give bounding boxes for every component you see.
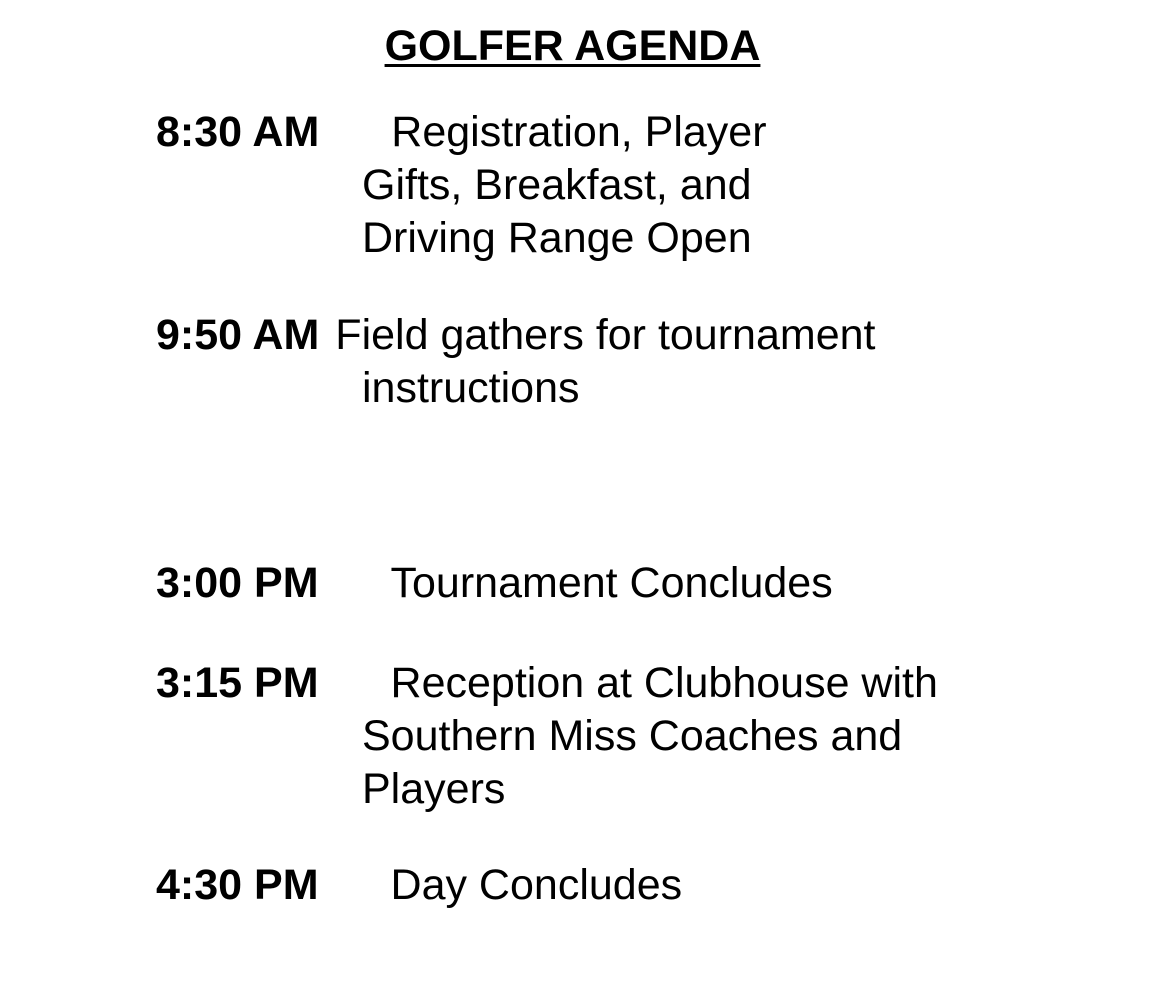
agenda-description-continued: instructions	[362, 364, 580, 412]
agenda-title: GOLFER AGENDA	[384, 22, 761, 70]
agenda-description-continued: Driving Range Open	[362, 214, 752, 262]
agenda-description-continued: Gifts, Breakfast, and	[362, 161, 752, 209]
agenda-description: Reception at Clubhouse with	[390, 659, 938, 707]
agenda-time: 4:30 PM	[156, 861, 319, 909]
agenda-entry-1630	[156, 859, 682, 912]
agenda-time: 3:15 PM	[156, 659, 319, 707]
agenda-description: Registration, Player	[391, 108, 767, 156]
agenda-entry-1515	[156, 657, 938, 816]
agenda-description: Tournament Concludes	[390, 559, 833, 607]
agenda-description-continued: Southern Miss Coaches and	[362, 712, 903, 760]
agenda-entry-1500	[156, 557, 833, 610]
agenda-time: 9:50 AM	[156, 311, 320, 359]
agenda-time: 3:00 PM	[156, 559, 319, 607]
agenda-description: Field gathers for tournament	[335, 311, 876, 359]
agenda-entry-0830	[156, 106, 767, 265]
agenda-description-continued: Players	[362, 765, 506, 813]
agenda-description: Day Concludes	[390, 861, 683, 909]
agenda-entry-0950	[156, 309, 875, 415]
agenda-time: 8:30 AM	[156, 108, 320, 156]
